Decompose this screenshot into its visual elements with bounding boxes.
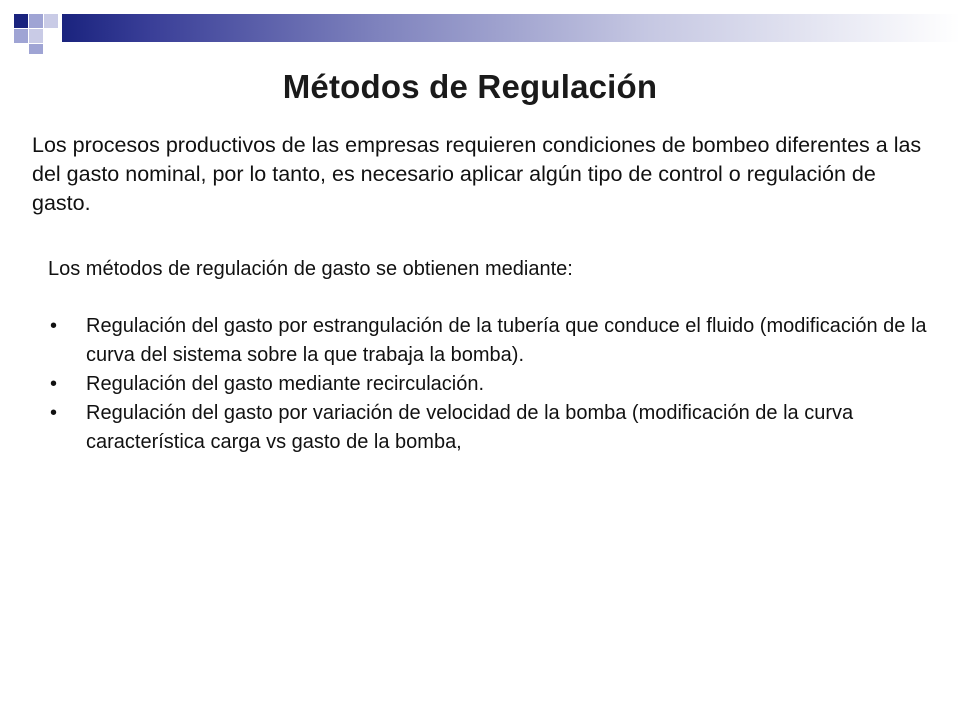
- decor-square: [44, 14, 58, 28]
- methods-lead-text: Los métodos de regulación de gasto se obtienen mediante:: [48, 258, 573, 280]
- bullet-icon: •: [50, 402, 58, 424]
- list-item: [48, 370, 928, 399]
- decor-square: [14, 14, 28, 28]
- decor-square: [29, 44, 43, 54]
- method-text: Regulación del gasto mediante recirculación.: [86, 373, 485, 395]
- method-text: Regulación del gasto por estrangulación de la tubería que conduce el fluido (modificación de la curva del sistema sobre la que trabaja la bomba).: [86, 315, 927, 366]
- list-item: [48, 312, 928, 370]
- bullet-icon: •: [50, 315, 58, 337]
- header-gradient-bar: [62, 14, 960, 42]
- methods-list: [48, 312, 928, 457]
- decor-square: [29, 29, 43, 43]
- list-item: [48, 399, 928, 457]
- intro-paragraph: Los procesos productivos de las empresas requieren condiciones de bombeo diferentes a las del gasto nominal, por lo tanto, es necesario aplicar algún tipo de control o regulación de gasto.: [32, 133, 922, 215]
- header-decoration: [0, 0, 960, 52]
- method-text: Regulación del gasto por variación de velocidad de la bomba (modificación de la curva característica carga vs gasto de la bomba,: [86, 402, 854, 453]
- decor-square: [29, 14, 43, 28]
- decor-square: [14, 29, 28, 43]
- bullet-icon: •: [50, 373, 58, 395]
- slide-title: Métodos de Regulación: [282, 68, 658, 105]
